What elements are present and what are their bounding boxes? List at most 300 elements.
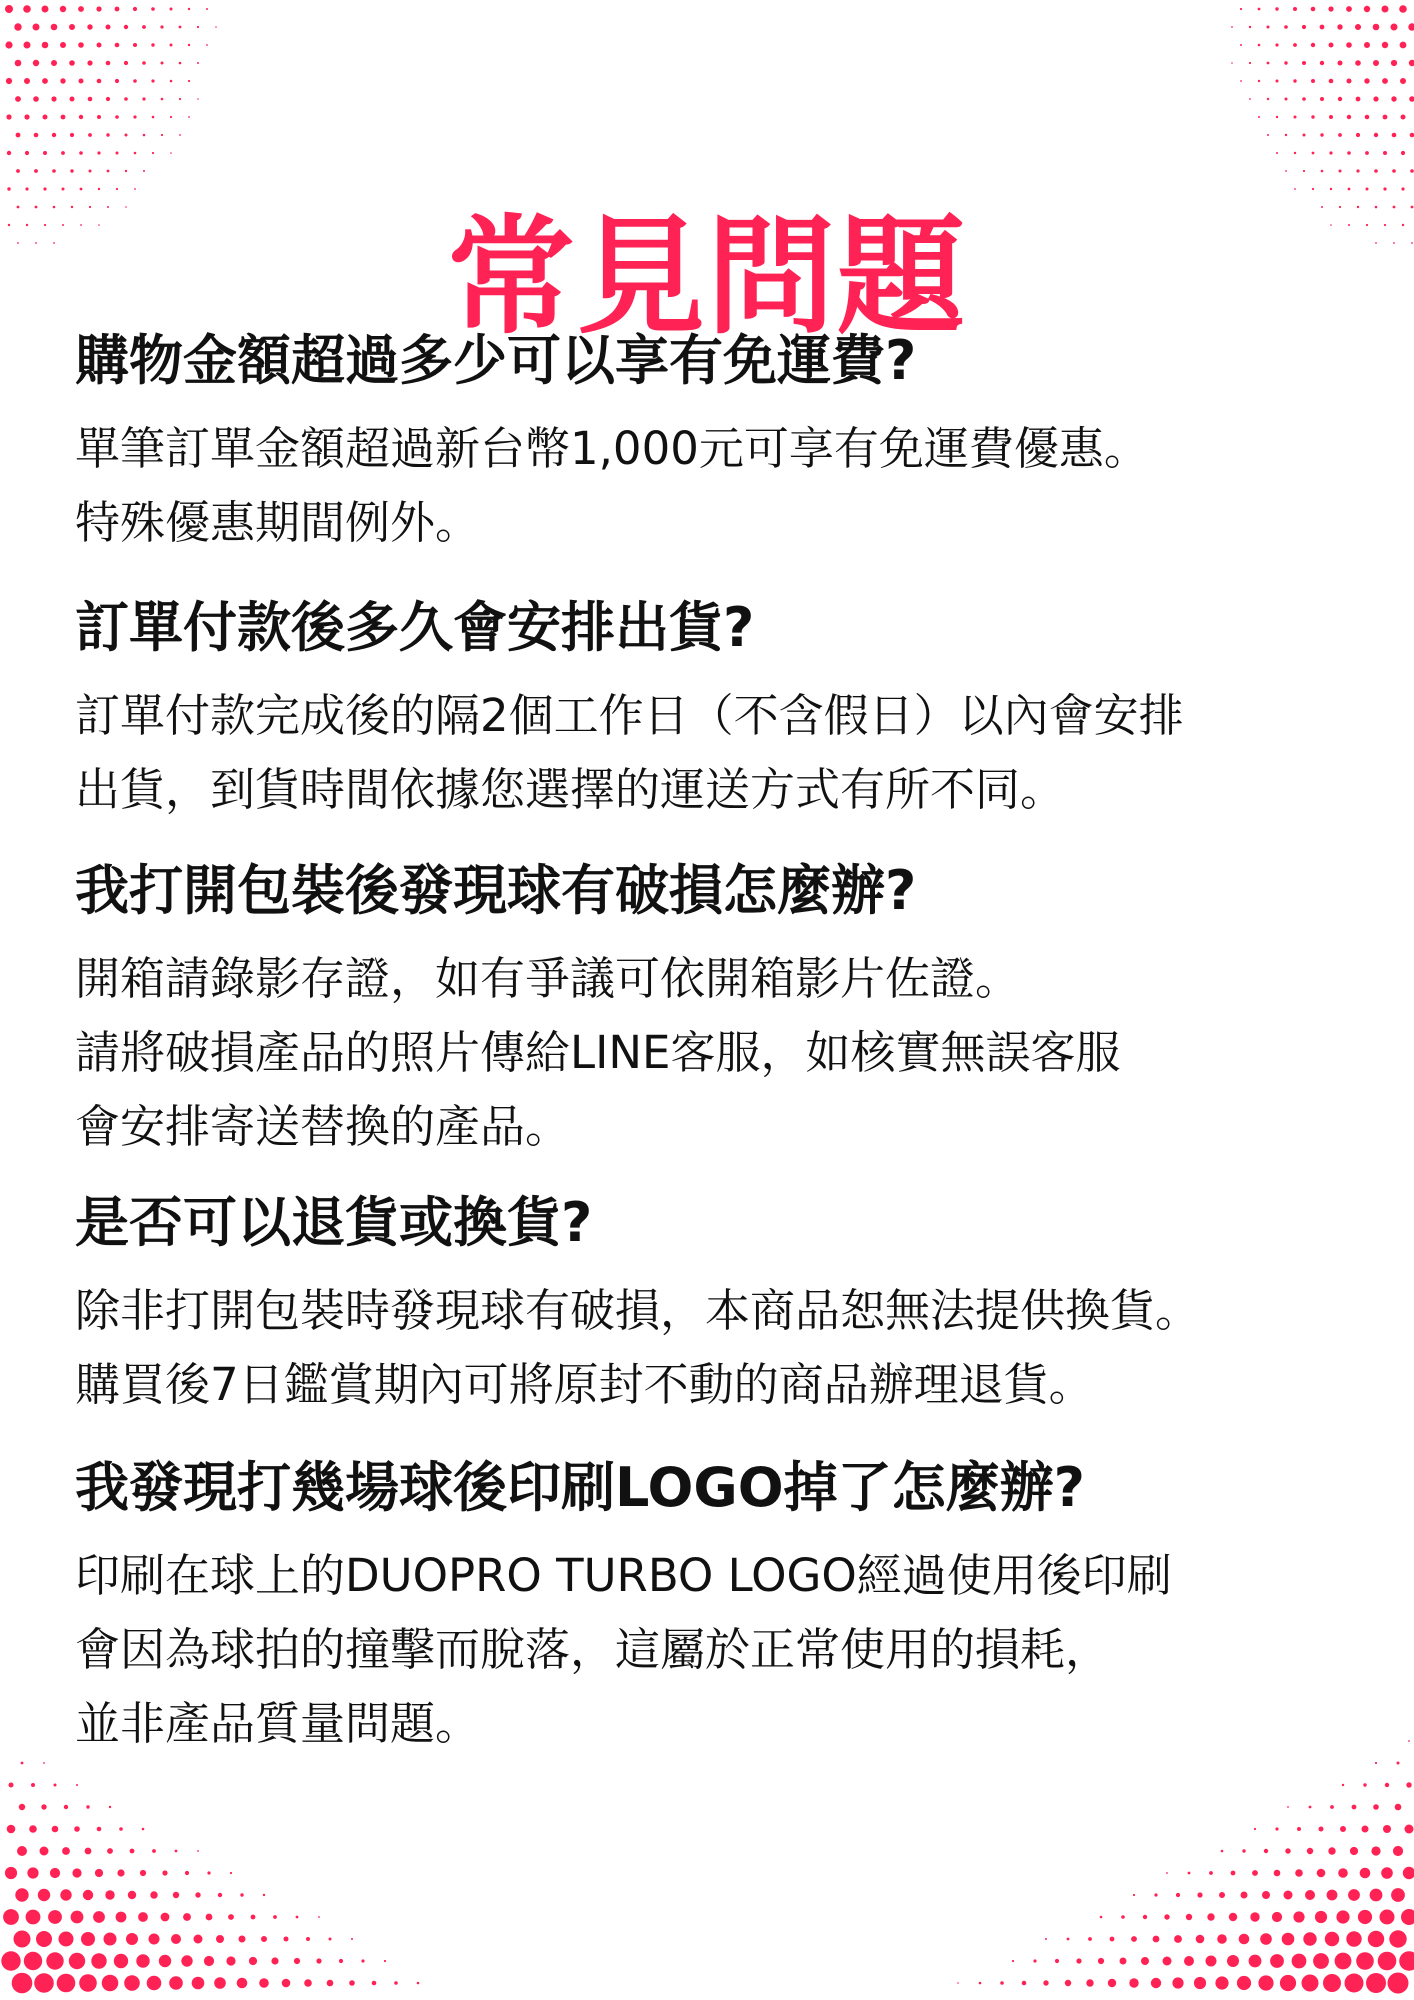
halftone-dot (957, 1982, 959, 1984)
halftone-dot (316, 1958, 321, 1963)
halftone-dot (1, 1951, 20, 1970)
halftone-dot (124, 61, 128, 65)
halftone-dot (1258, 1975, 1273, 1990)
halftone-dot (1129, 1978, 1138, 1987)
halftone-dot (206, 44, 208, 46)
faq-answer-line: 會因為球拍的撞擊而脫落，這屬於正常使用的損耗， (75, 1623, 1111, 1677)
halftone-dot (206, 8, 208, 10)
halftone-dot (1352, 1805, 1357, 1810)
halftone-dot (7, 1825, 16, 1834)
halftone-dot (1303, 170, 1305, 172)
halftone-dot (33, 24, 40, 31)
halftone-dot (33, 96, 39, 102)
halftone-dot (1108, 1979, 1116, 1987)
halftone-dot (107, 206, 109, 208)
halftone-dot (138, 1912, 148, 1922)
halftone-dot (80, 188, 83, 191)
halftone-dot (1302, 61, 1306, 65)
halftone-dot (1174, 1935, 1182, 1943)
halftone-dot (218, 1893, 222, 1897)
halftone-dot (1120, 1958, 1127, 1965)
halftone-dot (197, 1850, 199, 1852)
halftone-dot (1307, 1848, 1313, 1854)
halftone-dot (72, 1868, 81, 1877)
halftone-dot (51, 96, 56, 101)
halftone-dot (78, 6, 84, 12)
halftone-dot (7, 151, 11, 155)
halftone-dot (1262, 1891, 1270, 1899)
halftone-dot (1267, 134, 1269, 136)
halftone-dot (15, 96, 21, 102)
faq-question: 訂單付款後多久會安排出貨? (75, 596, 755, 659)
halftone-dot (17, 206, 20, 209)
halftone-dot (83, 1890, 93, 1900)
halftone-dot (1012, 1960, 1014, 1962)
halftone-dot (1311, 43, 1315, 47)
halftone-dot (1348, 188, 1351, 191)
faq-answer-line: 開箱請錄影存證，如有爭議可依開箱影片佐證。 (75, 952, 1021, 1006)
halftone-dot (214, 1977, 226, 1989)
halftone-dot (71, 1911, 84, 1924)
halftone-dot (160, 25, 163, 28)
halftone-dot (1284, 1891, 1293, 1900)
halftone-dot (50, 1868, 60, 1878)
halftone-dot (64, 1805, 68, 1809)
halftone-dot (1241, 1892, 1248, 1899)
faq-item (75, 597, 1414, 827)
halftone-dot (89, 206, 91, 208)
halftone-dot (133, 115, 136, 118)
faq-question: 我發現打幾場球後印刷LOGO掉了怎麼辦? (75, 1456, 1085, 1519)
halftone-dot (151, 79, 154, 82)
halftone-dot (1270, 1954, 1284, 1968)
halftone-dot (142, 25, 146, 29)
halftone-dot (116, 1912, 127, 1923)
halftone-dot (1363, 1783, 1366, 1786)
halftone-dot (15, 60, 22, 67)
halftone-dot (1410, 133, 1414, 138)
halftone-dot (1231, 1871, 1236, 1876)
halftone-dot (1311, 79, 1315, 83)
halftone-dot (1330, 188, 1332, 190)
halftone-dot (87, 24, 92, 29)
halftone-dot (54, 1784, 57, 1787)
halftone-dot (1338, 97, 1342, 101)
halftone-dot (240, 1893, 243, 1896)
halftone-dot (1399, 1951, 1414, 1971)
halftone-dot (70, 133, 74, 137)
halftone-dot (1401, 1909, 1414, 1925)
halftone-dot (36, 1931, 52, 1947)
halftone-dot (126, 1933, 138, 1945)
halftone-dot (125, 170, 127, 172)
halftone-dot (188, 80, 190, 82)
halftone-dot (195, 1892, 200, 1897)
halftone-dot (1347, 115, 1351, 119)
halftone-dot (76, 1784, 78, 1786)
halftone-dot (1320, 25, 1325, 30)
faq-answer-line: 除非打開包裝時發現球有破損，本商品恕無法提供換貨。 (75, 1284, 1201, 1338)
halftone-dot (88, 133, 92, 137)
halftone-dot (43, 187, 46, 190)
halftone-dot (1312, 152, 1315, 155)
halftone-dot (1221, 1850, 1224, 1853)
halftone-dot (1065, 1980, 1071, 1986)
halftone-dot (1302, 1975, 1319, 1992)
halftone-dot (106, 133, 109, 136)
halftone-dot (1375, 206, 1378, 209)
halftone-dot (23, 5, 31, 13)
halftone-dot (1364, 6, 1370, 12)
halftone-dot (69, 24, 75, 30)
halftone-dot (48, 1910, 62, 1924)
halftone-dot (1356, 97, 1361, 102)
halftone-dot (24, 42, 31, 49)
halftone-dot (42, 42, 49, 49)
halftone-dot (1275, 43, 1278, 46)
halftone-dot (1197, 1892, 1202, 1897)
halftone-dot (1356, 1952, 1374, 1970)
halftone-dot (60, 1889, 71, 1900)
halftone-dot (1329, 151, 1332, 154)
halftone-dot (1264, 1849, 1268, 1853)
halftone-dot (1231, 62, 1233, 64)
halftone-dot (1395, 1804, 1402, 1811)
halftone-dot (1217, 1934, 1227, 1944)
halftone-dot (25, 151, 29, 155)
halftone-dot (349, 1980, 355, 1986)
halftone-dot (93, 1911, 105, 1923)
halftone-dot (40, 1847, 49, 1856)
halftone-dot (1067, 1938, 1070, 1941)
halftone-dot (251, 1915, 256, 1920)
halftone-dot (6, 114, 11, 119)
halftone-dot (1403, 1867, 1414, 1879)
halftone-dot (1293, 79, 1296, 82)
halftone-dot (1380, 1910, 1395, 1925)
halftone-dot (179, 98, 181, 100)
halftone-dots-bottom-right (914, 1730, 1414, 2000)
faq-question: 是否可以退貨或換貨? (75, 1191, 593, 1254)
halftone-dot (1393, 206, 1396, 209)
halftone-dot (1275, 1827, 1278, 1830)
halftone-dot (1339, 206, 1341, 208)
halftone-dot (162, 1870, 167, 1875)
halftone-dot (52, 1826, 59, 1833)
halftone-dot (6, 78, 12, 84)
halftone-dot (69, 1953, 85, 1969)
halftone-dot (1401, 187, 1404, 190)
halftone-dot (124, 1975, 140, 1991)
halftone-dot (1329, 43, 1334, 48)
halftone-dot (1391, 96, 1396, 101)
halftone-dot (69, 60, 75, 66)
halftone-dot (97, 79, 102, 84)
halftone-dot (239, 1936, 246, 1943)
halftone-dot (417, 1982, 420, 1985)
halftone-dot (1411, 206, 1414, 209)
halftone-dot (52, 133, 56, 137)
halftone-dot (43, 1762, 45, 1764)
halftone-dot (130, 1849, 135, 1854)
halftone-dot (31, 1783, 35, 1787)
halftone-dot (117, 1869, 124, 1876)
halftone-dot (89, 170, 92, 173)
halftone-dot (16, 169, 20, 173)
faq-answer-line: 訂單付款完成後的隔2個工作日（不含假日）以內會安排 (75, 689, 1184, 743)
halftone-dot (1400, 42, 1407, 49)
halftone-dot (1355, 24, 1361, 30)
halftone-dot (1346, 6, 1352, 12)
faq-item (75, 1457, 1414, 1761)
halftone-dot (1249, 62, 1251, 64)
halftone-dot (1356, 133, 1360, 137)
halftone-dot (259, 1978, 269, 1988)
halftone-dot (1287, 1806, 1289, 1808)
halftone-dot (188, 116, 190, 118)
halftone-dot (1098, 1958, 1104, 1964)
halftone-dot (7, 187, 10, 190)
halftone-dot (1254, 1828, 1256, 1830)
halftone-dot (1272, 1912, 1282, 1922)
halftone-dot (306, 1937, 310, 1941)
halftone-dot (106, 25, 111, 30)
halftone-dot (979, 1982, 982, 1985)
halftone-dot (19, 1804, 25, 1810)
halftone-dot (119, 1827, 123, 1831)
halftone-dot (161, 62, 164, 65)
halftone-dot (207, 1871, 210, 1874)
faq-answer-line: 請將破損產品的照片傳給LINE客服，如核實無誤客服 (75, 1026, 1121, 1080)
halftone-dot (1405, 1825, 1414, 1834)
halftone-dot (104, 1933, 117, 1946)
halftone-dot (1267, 98, 1269, 100)
halftone-dot (1371, 1846, 1380, 1855)
halftone-dot (1303, 1932, 1316, 1945)
halftone-dot (24, 78, 30, 84)
halftone-dot (1276, 80, 1279, 83)
halftone-dot (61, 151, 65, 155)
halftone-dot (125, 134, 128, 137)
halftone-dot (1240, 8, 1242, 10)
faq-answer (75, 1274, 1414, 1422)
halftone-dot (79, 151, 83, 155)
halftone-dot (1328, 6, 1333, 11)
faq-answer-line: 並非產品質量問題。 (75, 1697, 481, 1751)
halftone-dot (1366, 1973, 1386, 1993)
halftone-dot (17, 1846, 27, 1856)
halftone-dot (1285, 98, 1288, 101)
halftone-dot (1358, 1910, 1372, 1924)
halftone-dot (159, 1955, 171, 1967)
halftone-dot (51, 60, 57, 66)
halftone-dot (1391, 60, 1397, 66)
halftone-dot (1366, 188, 1369, 191)
halftone-dot (1319, 1827, 1324, 1832)
halftone-dot (1346, 1931, 1361, 1946)
halftone-dot (1406, 1782, 1411, 1787)
halftone-dot (1327, 1890, 1338, 1901)
halftone-dot (97, 43, 102, 48)
halftone-dot (128, 1891, 136, 1899)
halftone-dot (59, 1932, 74, 1947)
halftone-dot (179, 62, 182, 65)
halftone-dot (1383, 187, 1386, 190)
halftone-dot (136, 1954, 149, 1967)
halftone-dot (27, 1867, 38, 1878)
halftone-dot (1219, 1892, 1225, 1898)
halftone-dot (1409, 96, 1414, 102)
halftone-dot (1240, 80, 1242, 82)
halftone-dot (109, 1806, 111, 1808)
faq-answer (75, 942, 1414, 1164)
halftone-dot (1267, 26, 1270, 29)
halftone-dot (1141, 1957, 1149, 1965)
halftone-dot (1227, 1955, 1239, 1967)
halftone-dot (70, 97, 75, 102)
halftone-dot (1382, 6, 1389, 13)
halftone-dot (87, 60, 92, 65)
halftone-dot (3, 1909, 19, 1925)
halftone-dot (1373, 96, 1378, 101)
halftone-dot (1325, 1932, 1339, 1946)
halftone-dot (1282, 1933, 1295, 1946)
halftone-dot (1295, 1869, 1303, 1877)
halftone-dot (1252, 1870, 1258, 1876)
halftone-dot (1294, 188, 1296, 190)
halftone-dot (1382, 78, 1388, 84)
halftone-dot (78, 42, 84, 48)
halftone-dot (97, 1827, 102, 1832)
halftone-dot (29, 1825, 37, 1833)
halftone-dot (124, 97, 128, 101)
halftone-dot (70, 169, 73, 172)
halftone-dot (1207, 1913, 1214, 1920)
halftone-dot (1364, 42, 1370, 48)
halftone-dot (43, 115, 48, 120)
halftone-dot (1401, 115, 1406, 120)
faq-answer (75, 412, 1414, 560)
halftone-dot (179, 26, 182, 29)
halftone-dot (107, 170, 110, 173)
halftone-dot (384, 1960, 386, 1962)
halftone-dot (304, 1979, 312, 1987)
halftone-dot (60, 6, 66, 12)
halftone-dot (43, 151, 47, 155)
halftone-dot (102, 1975, 119, 1992)
halftone-dot (179, 134, 181, 136)
halftone-dot (1294, 152, 1296, 154)
halftone-dot (1176, 1893, 1180, 1897)
halftone-dot (1370, 1889, 1383, 1902)
halftone-dot (46, 1952, 63, 1969)
halftone-dot (271, 1957, 278, 1964)
halftone-dot (1335, 1953, 1352, 1970)
halftone-dot (1215, 1976, 1228, 1989)
halftone-dot (1383, 1825, 1391, 1833)
halftone-dot (115, 79, 119, 83)
halftone-dot (1382, 42, 1388, 48)
halftone-dot (1321, 170, 1324, 173)
halftone-dot (1143, 1915, 1147, 1919)
halftone-dot (1258, 80, 1260, 82)
halftone-dot (105, 1890, 114, 1899)
halftone-dot (197, 26, 199, 28)
halftone-dot (62, 188, 65, 191)
halftone-dot (5, 41, 12, 48)
halftone-dot (42, 78, 48, 84)
halftone-dot (1342, 1784, 1344, 1786)
halftone-dot (14, 1931, 31, 1948)
halftone-dot (1276, 116, 1278, 118)
halftone-dot (361, 1959, 364, 1962)
halftone-dot (1350, 1847, 1358, 1855)
halftone-dot (1276, 152, 1278, 154)
halftone-dot (327, 1980, 334, 1987)
halftone-dot (152, 152, 154, 154)
halftone-dot (1365, 115, 1370, 120)
halftone-dot (1321, 206, 1323, 208)
halftone-dot (143, 134, 146, 137)
halftone-dot (16, 133, 21, 138)
halftone-dot (216, 1935, 224, 1943)
halftone-dot (1357, 206, 1359, 208)
halftone-dot (273, 1915, 277, 1919)
halftone-dot (151, 7, 155, 11)
halftone-dot (51, 24, 58, 31)
halftone-dot (1188, 1872, 1191, 1875)
halftone-dot (95, 1869, 103, 1877)
halftone-dot (124, 25, 128, 29)
halftone-dot (1231, 26, 1233, 28)
faq-answer-line: 印刷在球上的DUOPRO TURBO LOGO經過使用後印刷 (75, 1549, 1172, 1603)
halftone-dot (35, 206, 38, 209)
halftone-dot (1356, 169, 1359, 172)
halftone-dot (1000, 1981, 1004, 1985)
halftone-dot (1347, 151, 1351, 155)
halftone-dot (143, 170, 145, 172)
halftone-dot (1260, 1933, 1272, 1945)
halftone-dot (329, 1938, 332, 1941)
halftone-dot (1284, 25, 1288, 29)
halftone-dot (170, 152, 172, 154)
halftone-dot (86, 1805, 89, 1808)
halftone-dot (79, 115, 83, 119)
halftone-dot (1391, 1888, 1405, 1902)
halftone-dot (1194, 1977, 1206, 1989)
halftone-dot (1297, 1827, 1301, 1831)
halftone-dot (5, 5, 13, 13)
halftone-dot (1338, 133, 1342, 137)
halftone-dot (133, 79, 137, 83)
halftone-dot (1392, 133, 1397, 138)
halftone-dot (170, 80, 173, 83)
halftone-dot (183, 1913, 191, 1921)
halftone-dot (1311, 7, 1316, 12)
halftone-dot (1346, 42, 1352, 48)
halftone-dot (1323, 1974, 1341, 1992)
halftone-dot (1172, 1977, 1183, 1988)
halftone-dot (1336, 1910, 1349, 1923)
faq-item (75, 1192, 1414, 1422)
halftone-dot (134, 152, 137, 155)
halftone-dot (142, 97, 145, 100)
halftone-dot (98, 188, 100, 190)
halftone-dot (140, 1870, 146, 1876)
halftone-dot (1364, 78, 1369, 83)
halftone-dot (12, 1973, 33, 1994)
halftone-dot (1164, 1914, 1169, 1919)
